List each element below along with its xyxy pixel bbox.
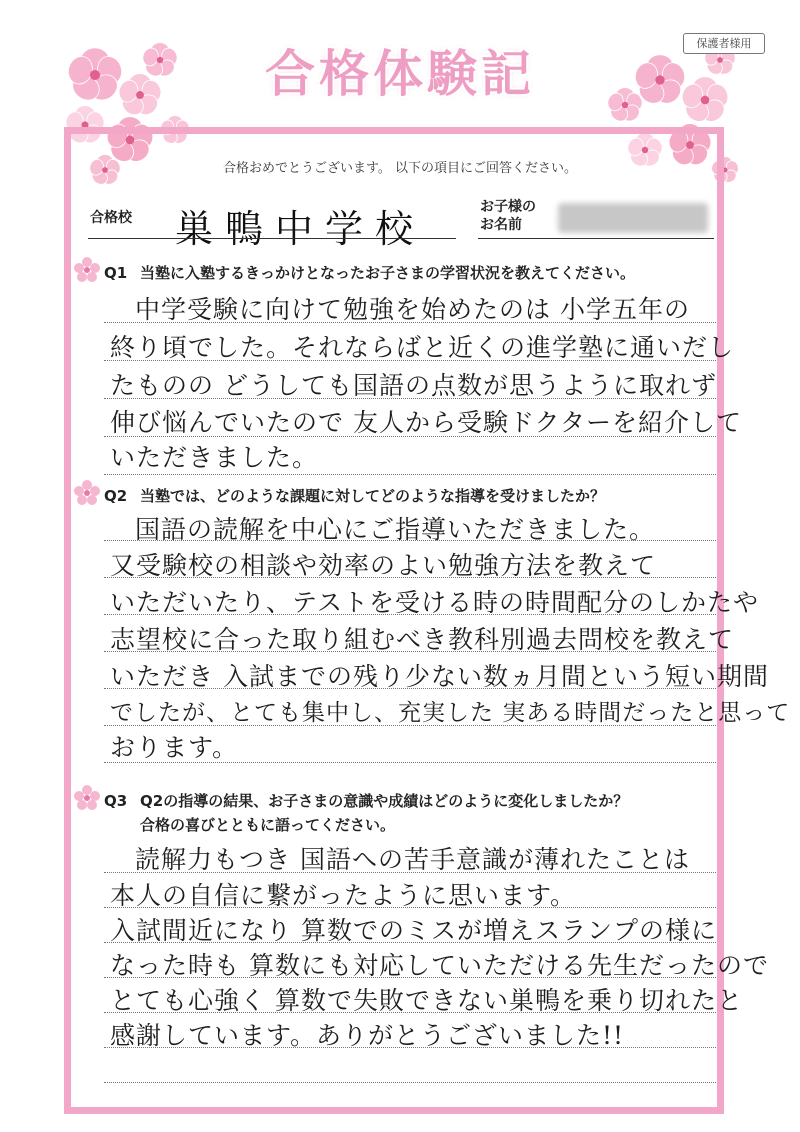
- answer-2-line-1: 国語の読解を中心にご指導いただきました。: [135, 515, 656, 544]
- school-label: 合格校: [90, 210, 132, 226]
- answer-3-line-6: 感謝しています。ありがとうございました!!: [110, 1021, 625, 1050]
- blossom-icon: [74, 480, 100, 506]
- name-underline: [478, 238, 714, 239]
- answer-2-line-3: いただいたり、テストを受ける時の時間配分のしかたや: [110, 588, 760, 617]
- question-text: 合格の喜びとともに語ってください。: [140, 816, 396, 834]
- answer-2-line-2: 又受験校の相談や効率のよい勉強方法を教えて: [110, 551, 657, 580]
- answer-3-line-1: 読解力もつき 国語への苦手意識が薄れたことは: [135, 845, 690, 874]
- blossom-icon: [74, 257, 100, 283]
- answer-3-line-3: 入試間近になり 算数でのミスが増えスランプの様に: [110, 916, 717, 945]
- answer-2-line-6: でしたが、とても集中し、充実した 実ある時間だったと思って: [110, 700, 791, 726]
- answer-2-line-5: いただき 入試までの残り少ない数ヵ月間という短い期間: [110, 662, 769, 691]
- question-text: 当塾では、どのような課題に対してどのような指導を受けましたか？: [140, 487, 606, 505]
- child-name-label-1: お子様の: [480, 199, 536, 215]
- answer-3-line-4: なった時も 算数にも対応していただける先生だったので: [110, 951, 769, 980]
- question-2: [74, 485, 734, 506]
- blossom-icon: [74, 785, 100, 811]
- answer-3-line-5: とても心強く 算数で失敗できない巣鴨を乗り切れたと: [110, 986, 743, 1015]
- answer-1-line-4: 伸び悩んでいたので 友人から受験ドクターを紹介して: [110, 408, 742, 437]
- answer-1-line-2: 終り頃でした。それならばと近くの進学塾に通いだし: [110, 333, 735, 362]
- school-value: 巣鴨中学校: [175, 207, 426, 251]
- answer-line: [104, 474, 716, 475]
- parent-badge: 保護者様用: [683, 33, 765, 54]
- child-name-label-2: お名前: [480, 217, 522, 233]
- answer-2-line-4: 志望校に合った取り組むべき教科別過去問校を教えて: [110, 625, 735, 654]
- page-title: 合格体験記: [265, 45, 535, 103]
- answer-1-line-1: 中学受験に向けて勉強を始めたのは 小学五年の: [135, 295, 690, 324]
- question-number: Q3: [104, 792, 128, 810]
- child-name-redacted: [558, 203, 708, 233]
- question-text: Q2の指導の結果、お子さまの意識や成績はどのように変化しましたか？: [140, 792, 629, 810]
- answer-2-line-7: おります。: [110, 733, 239, 762]
- intro-text: 合格おめでとうございます。 以下の項目にご回答ください。: [222, 161, 578, 176]
- question-number: Q2: [104, 487, 128, 505]
- answer-1-line-3: たものの どうしても国語の点数が思うように取れず: [110, 371, 717, 400]
- question-1: [74, 262, 734, 283]
- question-3: [74, 790, 734, 811]
- question-text: 当塾に入塾するきっかけとなったお子さまの学習状況を教えてください。: [140, 264, 636, 282]
- question-3-line-2: [74, 814, 734, 835]
- question-number: Q1: [104, 264, 128, 282]
- answer-line: [104, 1082, 716, 1083]
- answer-3-line-2: 本人の自信に繋がったように思います。: [110, 881, 577, 910]
- answer-1-line-5: いただきました。: [110, 443, 319, 472]
- school-underline: [88, 238, 456, 239]
